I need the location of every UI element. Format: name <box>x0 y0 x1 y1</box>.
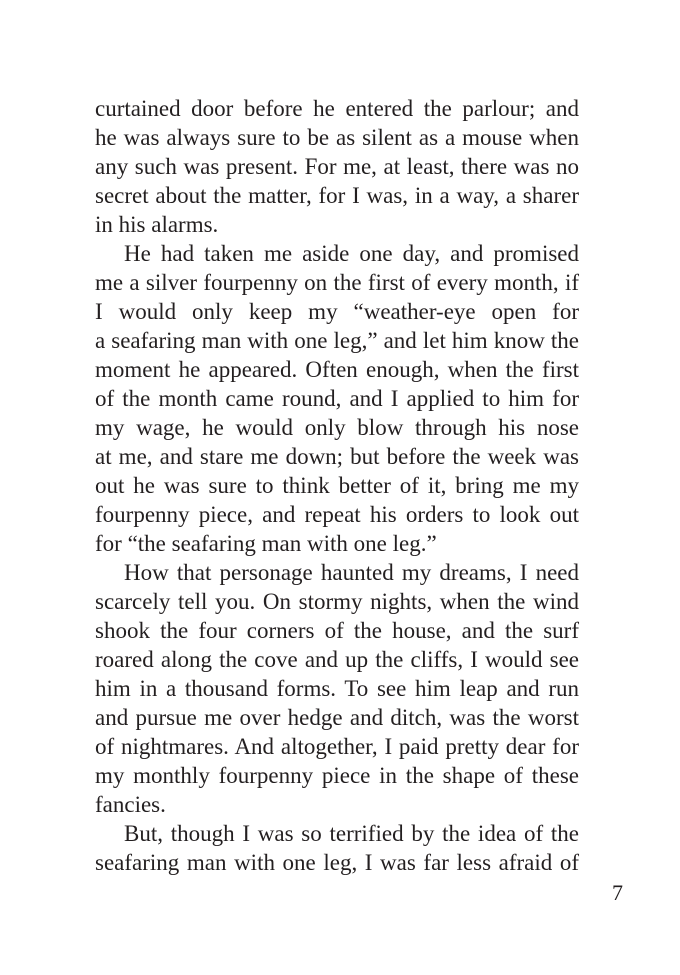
text-line: and pursue me over hedge and ditch, was the worst <box>95 705 579 730</box>
text-line: seafaring man with one leg, I was far less afraid of <box>95 850 579 875</box>
text-line: He had taken me aside one day, and promised <box>124 241 579 266</box>
paragraph <box>95 239 579 558</box>
text-line: fancies. <box>95 792 166 817</box>
text-line: me a silver fourpenny on the first of every month, if <box>95 270 579 295</box>
text-line: my wage, he would only blow through his nose <box>95 415 579 440</box>
text-line: of nightmares. And altogether, I paid pretty dear for <box>95 734 579 759</box>
text-line: for “the seafaring man with one leg.” <box>95 531 437 556</box>
text-line: curtained door before he entered the parlour; and <box>95 96 579 121</box>
text-line: roared along the cove and up the cliffs, I would see <box>95 647 579 672</box>
paragraph <box>95 819 579 877</box>
page-number: 7 <box>612 880 623 905</box>
text-line: my monthly fourpenny piece in the shape of these <box>95 763 579 788</box>
text-line: moment he appeared. Often enough, when the first <box>95 357 579 382</box>
text-line: But, though I was so terrified by the idea of the <box>124 821 579 846</box>
paragraph <box>95 558 579 819</box>
text-line: a seafaring man with one leg,” and let him know the <box>95 328 579 353</box>
text-line: shook the four corners of the house, and the surf <box>95 618 579 643</box>
text-line: out he was sure to think better of it, bring me my <box>95 473 579 498</box>
text-line: any such was present. For me, at least, there was no <box>95 154 579 179</box>
text-line: of the month came round, and I applied to him for <box>95 386 579 411</box>
text-line: secret about the matter, for I was, in a way, a sharer <box>95 183 579 208</box>
text-line: in his alarms. <box>95 212 219 237</box>
text-line: he was always sure to be as silent as a mouse when <box>95 125 579 150</box>
page-body-text <box>95 94 579 877</box>
text-line: I would only keep my “weather-eye open for <box>95 299 579 324</box>
text-line: him in a thousand forms. To see him leap and run <box>95 676 579 701</box>
text-line: scarcely tell you. On stormy nights, when the wind <box>95 589 579 614</box>
text-line: at me, and stare me down; but before the week was <box>95 444 579 469</box>
text-line: How that personage haunted my dreams, I need <box>124 560 579 585</box>
paragraph <box>95 94 579 239</box>
text-line: fourpenny piece, and repeat his orders to look out <box>95 502 579 527</box>
